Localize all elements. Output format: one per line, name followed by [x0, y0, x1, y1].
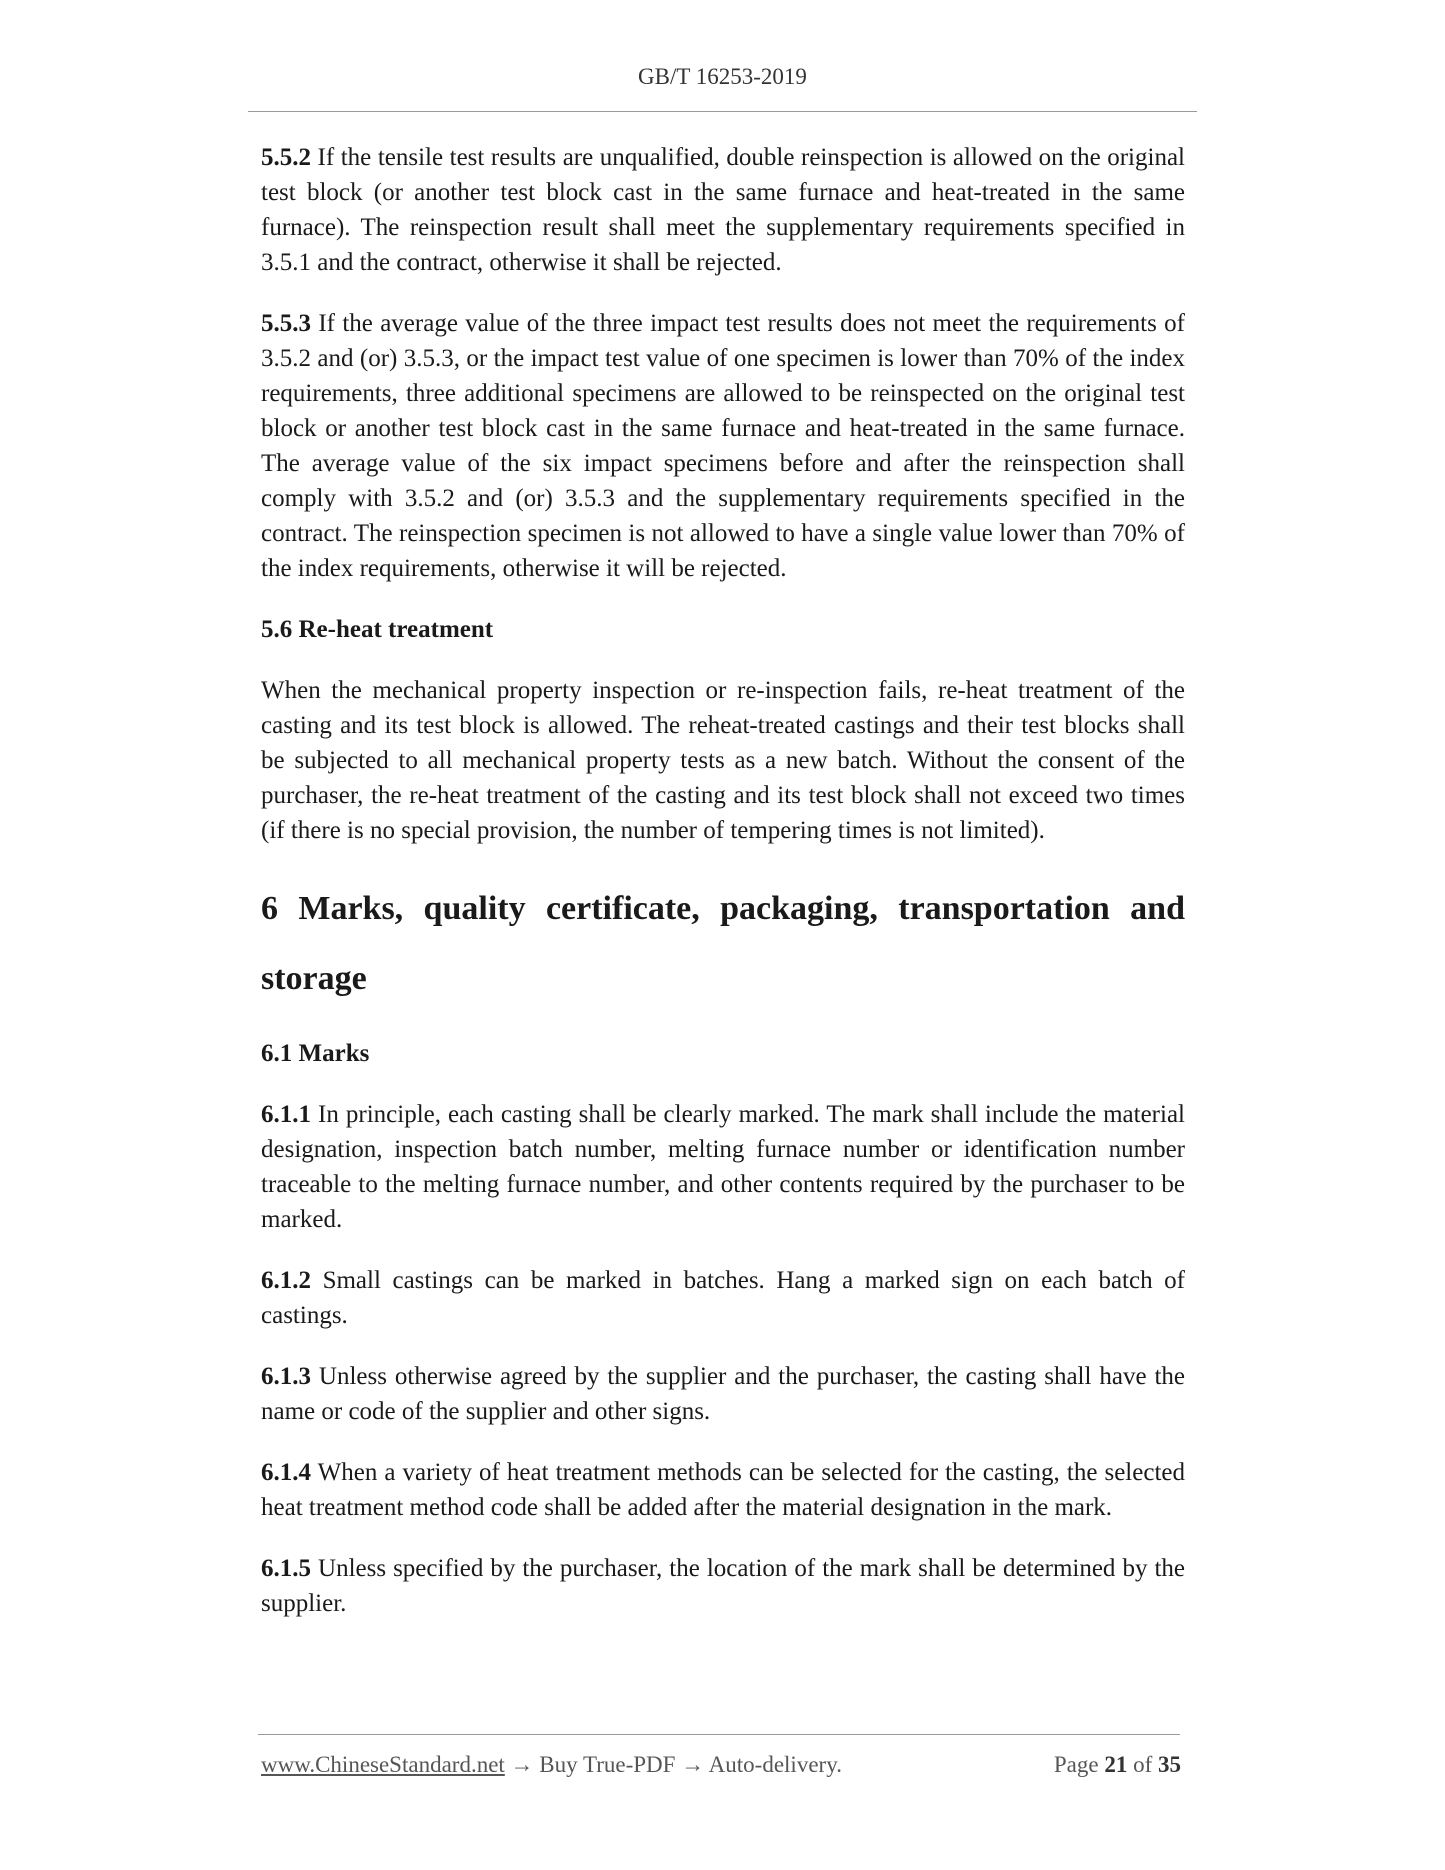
arrow-right-icon: →	[510, 1752, 534, 1777]
website-link[interactable]: www.ChineseStandard.net	[261, 1752, 505, 1777]
clause-text: Unless otherwise agreed by the supplier and the purchaser, the casting shall have the name or code of the supplier and other signs.	[261, 1363, 1185, 1425]
page-content	[261, 140, 1185, 1647]
buy-pdf-text: Buy True-PDF	[539, 1752, 676, 1777]
clause-6-1-3	[261, 1359, 1185, 1429]
clause-text: If the average value of the three impact test results does not meet the requirements of 3.5.2 and (or) 3.5.3, or the impact test value of one specimen is lower than 70% of the index requirements, three additional specimens are allowed to be reinspected on the original test block or another test block cast in the same furnace and heat-treated in the same furnace. The average value of the six impact specimens before and after the reinspection shall comply with 3.5.2 and (or) 3.5.3 and the supplementary requirements specified in the contract. The reinspection specimen is not allowed to have a single value lower than 70% of the index requirements, otherwise it will be rejected.	[261, 310, 1185, 582]
current-page: 21	[1104, 1752, 1128, 1777]
auto-delivery-text: Auto-delivery.	[708, 1752, 842, 1777]
clause-5-5-3	[261, 306, 1185, 586]
section-heading-5-6: 5.6 Re-heat treatment	[261, 616, 494, 643]
clause-text: When a variety of heat treatment methods can be selected for the casting, the selected heat treatment method code shall be added after the material designation in the mark.	[261, 1459, 1185, 1521]
page-footer	[261, 1752, 1181, 1784]
clause-6-1-2	[261, 1263, 1185, 1333]
header-divider	[248, 111, 1197, 112]
clause-text: If the tensile test results are unqualified, double reinspection is allowed on the original test block (or another test block cast in the same furnace and heat-treated in the same furnace). The reinspection result shall meet the supplementary requirements specified in 3.5.1 and the contract, otherwise it shall be rejected.	[261, 144, 1185, 276]
footer-promo	[261, 1752, 842, 1778]
clause-5-5-2	[261, 140, 1185, 280]
arrow-right-icon: →	[681, 1752, 705, 1777]
clause-6-1-1	[261, 1097, 1185, 1237]
page-label: Page	[1053, 1752, 1099, 1777]
clause-text: Small castings can be marked in batches. Hang a marked sign on each batch of castings.	[261, 1267, 1185, 1329]
of-label: of	[1133, 1752, 1153, 1777]
clause-number: 5.5.3	[261, 310, 311, 337]
clause-text: Unless specified by the purchaser, the location of the mark shall be determined by the supplier.	[261, 1555, 1185, 1617]
clause-number: 5.5.2	[261, 144, 311, 171]
section-heading-6-1: 6.1 Marks	[261, 1040, 370, 1067]
clause-number: 6.1.5	[261, 1555, 311, 1582]
clause-number: 6.1.2	[261, 1267, 311, 1294]
chapter-heading-6: 6 Marks, quality certificate, packaging, transportation and storage	[261, 890, 1185, 997]
clause-text: When the mechanical property inspection or re-inspection fails, re-heat treatment of the casting and its test block is allowed. The reheat-treated castings and their test blocks shall be subjected to all mechanical property tests as a new batch. Without the consent of the purchaser, the re-heat treatment of the casting and its test block shall not exceed two times (if there is no special provision, the number of tempering times is not limited).	[261, 677, 1185, 844]
clause-5-6-body	[261, 673, 1185, 848]
clause-6-1-5	[261, 1551, 1185, 1621]
total-pages: 35	[1158, 1752, 1181, 1777]
page-number	[1054, 1752, 1181, 1778]
clause-number: 6.1.3	[261, 1363, 311, 1390]
clause-text: In principle, each casting shall be clearly marked. The mark shall include the material designation, inspection batch number, melting furnace number or identification number traceable to the melting furnace number, and other contents required by the purchaser to be marked.	[261, 1101, 1185, 1233]
clause-6-1-4	[261, 1455, 1185, 1525]
document-header-title: GB/T 16253-2019	[638, 64, 807, 89]
footer-divider	[258, 1734, 1180, 1735]
clause-number: 6.1.4	[261, 1459, 311, 1486]
clause-number: 6.1.1	[261, 1101, 311, 1128]
